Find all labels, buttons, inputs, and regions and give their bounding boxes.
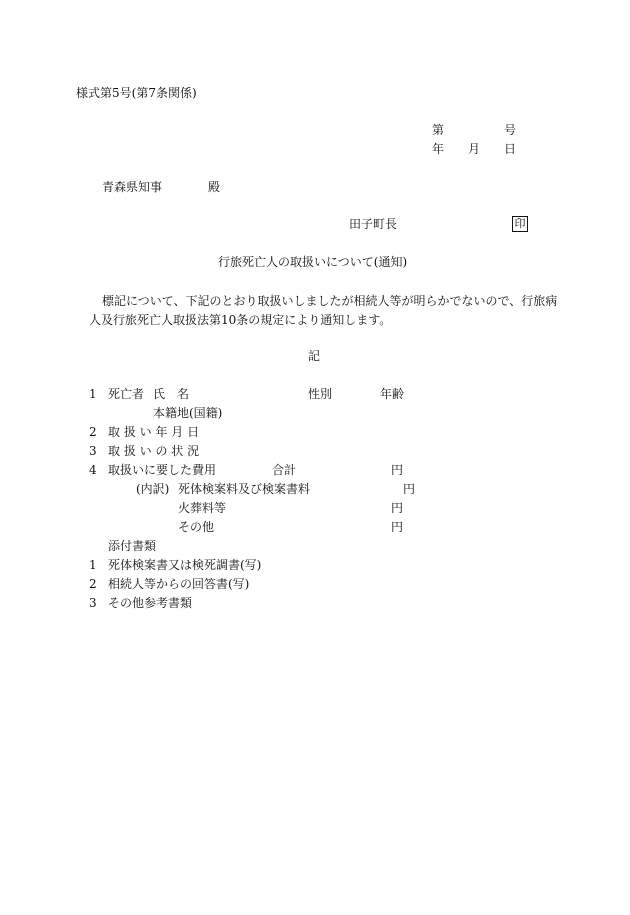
item-1-age: 年齢 — [380, 387, 405, 401]
item-4-sub-2: 火葬料等 — [178, 501, 227, 515]
item-4-label: 取扱いに要した費用 — [108, 463, 217, 477]
attachment-1-text: 死体検案書又は検死調書(写) — [108, 558, 262, 572]
item-2-label: 取 扱 い 年 月 日 — [108, 425, 200, 439]
item-1-shimei: 氏 名 — [153, 387, 190, 401]
item-1-number: 1 — [89, 387, 97, 401]
document-title: 行旅死亡人の取扱いについて(通知) — [218, 255, 408, 269]
attachment-2-number: 2 — [89, 577, 97, 591]
item-4-sub-2-yen: 円 — [391, 501, 404, 515]
ki-heading: 記 — [308, 349, 321, 363]
attachments-heading: 添付書類 — [108, 539, 157, 553]
item-1-honseki: 本籍地(国籍) — [153, 406, 223, 420]
attachment-2-text: 相続人等からの回答書(写) — [108, 577, 250, 591]
date-day: 日 — [504, 142, 517, 156]
item-4-sub-3: その他 — [178, 520, 215, 534]
item-4-sub-1-yen: 円 — [403, 482, 416, 496]
addressee-name: 青森県知事 — [102, 180, 163, 194]
number-go: 号 — [504, 123, 517, 137]
item-2-number: 2 — [89, 425, 97, 439]
item-4-sub-3-yen: 円 — [391, 520, 404, 534]
attachment-1-number: 1 — [89, 558, 97, 572]
addressee-honorific: 殿 — [208, 180, 221, 194]
item-1-sex: 性別 — [308, 387, 333, 401]
item-4-total: 合計 — [272, 463, 297, 477]
item-4-breakdown: (内訳) — [136, 482, 170, 496]
attachment-3-number: 3 — [89, 596, 97, 610]
number-dai: 第 — [432, 123, 445, 137]
item-1-label: 死亡者 — [108, 387, 145, 401]
item-3-label: 取 扱 い の 状 況 — [108, 444, 200, 458]
body-line-2: 人及行旅死亡人取扱法第10条の規定により通知します。 — [89, 313, 392, 327]
seal-mark: 印 — [512, 216, 528, 232]
attachment-3-text: その他参考書類 — [108, 596, 193, 610]
date-year: 年 — [432, 142, 445, 156]
item-4-total-yen: 円 — [391, 463, 404, 477]
sender-name: 田子町長 — [349, 217, 398, 231]
item-4-sub-1: 死体検案料及び検案書料 — [178, 482, 311, 496]
body-line-1: 標記について、下記のとおり取扱いしましたが相続人等が明らかでないので、行旅病 — [102, 294, 558, 308]
item-3-number: 3 — [89, 444, 97, 458]
item-4-number: 4 — [89, 463, 97, 477]
date-month: 月 — [468, 142, 481, 156]
form-label: 様式第5号(第7条関係) — [76, 86, 197, 100]
